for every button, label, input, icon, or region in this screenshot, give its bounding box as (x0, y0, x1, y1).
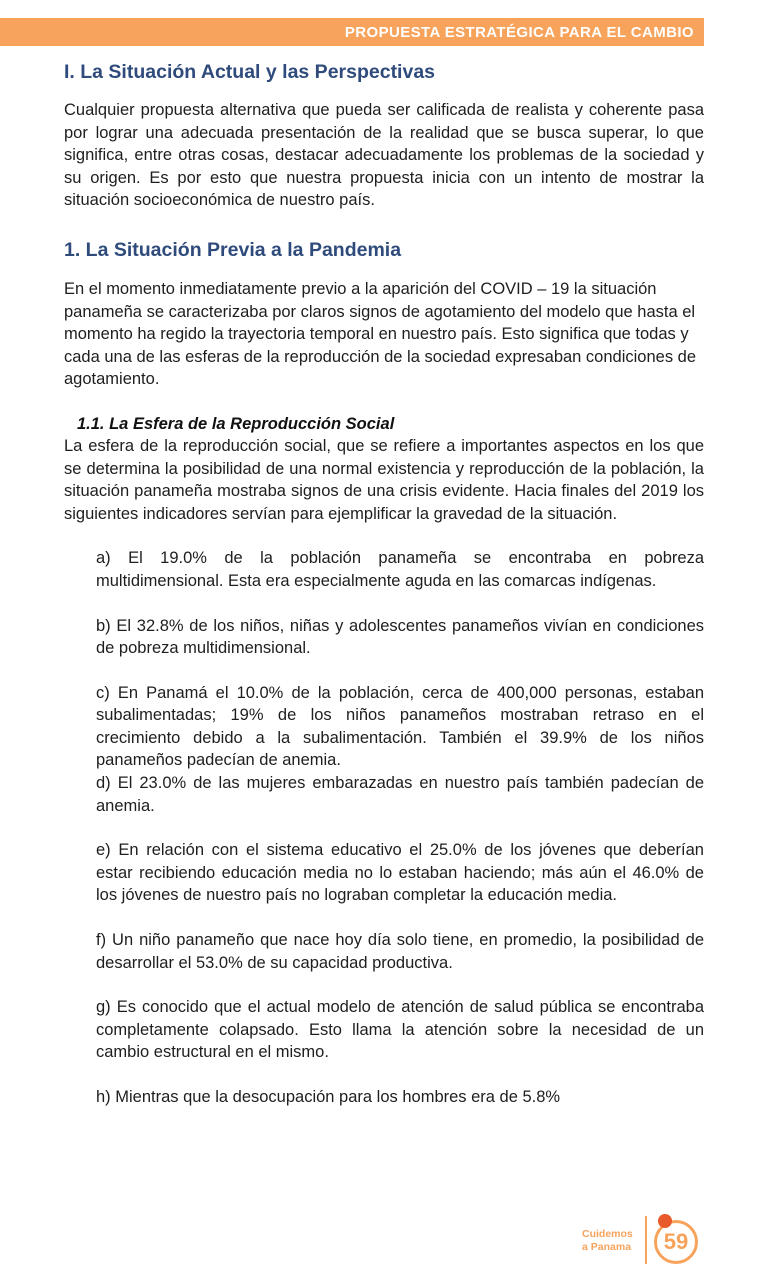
list-item: c) En Panamá el 10.0% de la población, cerca de 400,000 personas, estaban subalimentadas; 19% de los niños panameños mostraban retraso en el crecimiento debido a la subalimentación. También el 39.9% de los niños panameños padecían de anemia. (96, 683, 704, 770)
logo-dot-icon (658, 1214, 672, 1228)
list-item: e) En relación con el sistema educativo el 25.0% de los jóvenes que deberían estar recibiendo educación media no lo estaban haciendo; más aún el 46.0% de los jóvenes de nuestro país no lograban completar la educación media. (96, 841, 704, 905)
footer-brand-line2: a Panama (582, 1241, 632, 1253)
footer-brand-text (582, 1228, 642, 1254)
document-body (64, 56, 704, 1109)
header-title: PROPUESTA ESTRATÉGICA PARA EL CAMBIO (344, 23, 694, 41)
subsection-paragraph-reproduccion-social: La esfera de la reproducción social, que se refiere a importantes aspectos en los que se determina la posibilidad de una normal existencia y reproducción de la población, la situación panameña mostraba signos de una crisis evidente. Hacia finales del 2019 los siguientes indicadores servían para ejemplificar la gravedad de la situación. (64, 436, 704, 523)
footer-divider (645, 1216, 647, 1264)
header-bar (0, 18, 704, 46)
section-paragraph-situacion-actual: Cualquier propuesta alternativa que pueda ser calificada de realista y coherente pasa por lograr una adecuada presentación de la realidad que se busca superar, lo que significa, entre otras cosas, destacar adecuadamente los problemas de la sociedad y su origen. Es por esto que nuestra propuesta inicia con un intento de mostrar la situación socioeconómica de nuestro país. (64, 101, 704, 210)
subsection-heading-reproduccion-social: 1.1. La Esfera de la Reproducción Social (77, 414, 395, 433)
list-item: h) Mientras que la desocupación para los hombres era de 5.8% (96, 1088, 561, 1106)
list-item: d) El 23.0% de las mujeres embarazadas en nuestro país también padecían de anemia. (96, 774, 704, 815)
list-item: g) Es conocido que el actual modelo de atención de salud pública se encontraba completamente colapsado. Esto llama la atención sobre la necesidad de un cambio estructural en el mismo. (96, 998, 704, 1062)
section-heading-previa-pandemia: 1. La Situación Previa a la Pandemia (64, 238, 402, 261)
section-heading-situacion-actual: I. La Situación Actual y las Perspectivas (64, 61, 436, 83)
list-item: f) Un niño panameño que nace hoy día solo tiene, en promedio, la posibilidad de desarrollar el 53.0% de su capacidad productiva. (96, 931, 704, 972)
list-item: a) El 19.0% de la población panameña se encontraba en pobreza multidimensional. Esta era especialmente aguda en las comarcas indígenas. (96, 549, 704, 590)
page-number: 59 (654, 1220, 698, 1264)
footer-brand-line1: Cuidemos (582, 1228, 633, 1240)
footer-logo (582, 1214, 712, 1270)
indicator-list (64, 547, 704, 1108)
section-paragraph-previa-pandemia: En el momento inmediatamente previo a la aparición del COVID – 19 la situación panameña se caracterizaba por claros signos de agotamiento del modelo que hasta el momento ha regido la trayectoria temporal en nuestro país. Esto significa que todas y cada una de las esferas de la reproducción de la sociedad expresaban condiciones de agotamiento. (64, 279, 697, 389)
list-item: b) El 32.8% de los niños, niñas y adolescentes panameños vivían en condiciones de pobreza multidimensional. (96, 616, 704, 658)
